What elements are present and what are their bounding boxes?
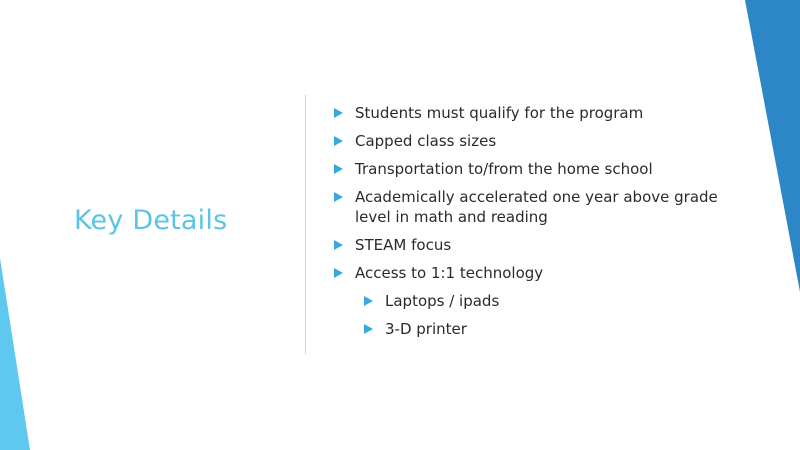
sub-bullet-item	[362, 319, 732, 339]
sub-bullet-text: Laptops / ipads	[385, 292, 500, 310]
bullet-text: Access to 1:1 technology	[355, 264, 544, 282]
bullet-text: Students must qualify for the program	[355, 104, 644, 122]
bullet-item	[332, 131, 732, 151]
triangle-bullet-icon	[334, 164, 343, 174]
sub-bullet-item	[362, 291, 732, 311]
sub-bullet-text: 3-D printer	[385, 320, 467, 338]
slide-title: Key Details	[74, 205, 228, 236]
triangle-bullet-icon	[364, 324, 373, 334]
triangle-bullet-icon	[364, 296, 373, 306]
bullet-item	[332, 103, 732, 123]
bullet-text: Transportation to/from the home school	[355, 160, 653, 178]
bullet-list	[332, 103, 732, 347]
bullet-item	[332, 159, 732, 179]
left-accent-band	[0, 258, 30, 450]
bullet-text: STEAM focus	[355, 236, 452, 254]
bullet-item	[332, 235, 732, 255]
bullet-text: Capped class sizes	[355, 132, 497, 150]
vertical-divider	[305, 95, 306, 354]
triangle-bullet-icon	[334, 136, 343, 146]
triangle-bullet-icon	[334, 240, 343, 250]
triangle-bullet-icon	[334, 108, 343, 118]
right-accent-band	[745, 0, 800, 292]
bullet-item	[332, 263, 732, 283]
triangle-bullet-icon	[334, 268, 343, 278]
triangle-bullet-icon	[334, 192, 343, 202]
bullet-item	[332, 187, 732, 227]
bullet-text: Academically accelerated one year above grade level in math and reading	[355, 188, 718, 226]
